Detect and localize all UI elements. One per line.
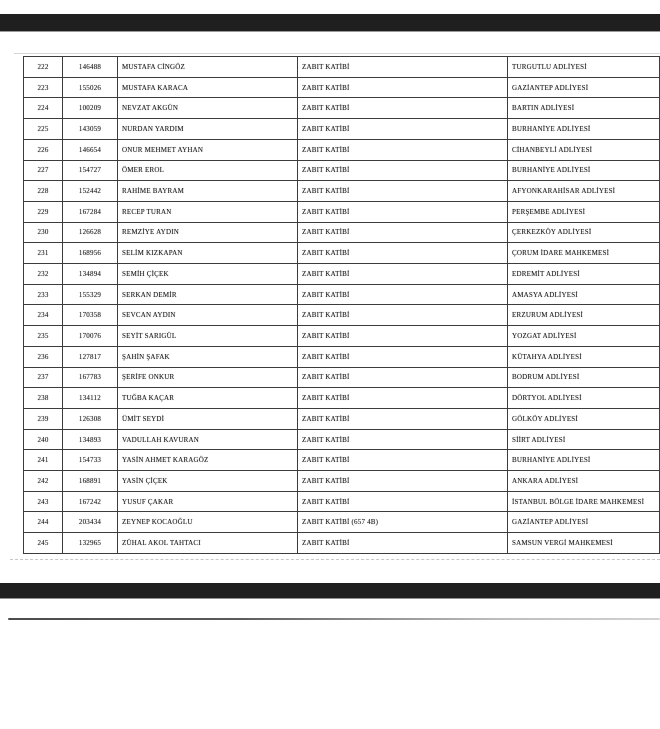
- table-row: [24, 264, 660, 285]
- title-cell: ZABIT KATİBİ: [298, 450, 508, 471]
- row-number-cell: 230: [24, 222, 63, 243]
- title-cell: ZABIT KATİBİ: [298, 429, 508, 450]
- row-number-cell: 227: [24, 160, 63, 181]
- redaction-bar-top: [0, 14, 660, 32]
- workplace-cell: PERŞEMBE ADLİYESİ: [508, 201, 660, 222]
- name-cell: ŞERİFE ONKUR: [118, 367, 298, 388]
- table-row: [24, 429, 660, 450]
- name-cell: ÖMER EROL: [118, 160, 298, 181]
- registry-number-cell: 146488: [63, 57, 118, 78]
- workplace-cell: ANKARA ADLİYESİ: [508, 471, 660, 492]
- registry-number-cell: 143059: [63, 119, 118, 140]
- redaction-bar-bottom: [0, 583, 660, 599]
- title-cell: ZABIT KATİBİ: [298, 533, 508, 554]
- title-cell: ZABIT KATİBİ: [298, 264, 508, 285]
- table-row: [24, 243, 660, 264]
- row-number-cell: 245: [24, 533, 63, 554]
- registry-number-cell: 134112: [63, 388, 118, 409]
- row-number-cell: 238: [24, 388, 63, 409]
- title-cell: ZABIT KATİBİ: [298, 222, 508, 243]
- workplace-cell: BODRUM ADLİYESİ: [508, 367, 660, 388]
- table-row: [24, 139, 660, 160]
- row-number-cell: 243: [24, 491, 63, 512]
- name-cell: NEVZAT AKGÜN: [118, 98, 298, 119]
- workplace-cell: BURHANİYE ADLİYESİ: [508, 119, 660, 140]
- registry-number-cell: 146654: [63, 139, 118, 160]
- row-number-cell: 223: [24, 77, 63, 98]
- registry-number-cell: 167783: [63, 367, 118, 388]
- title-cell: ZABIT KATİBİ: [298, 243, 508, 264]
- title-cell: ZABIT KATİBİ: [298, 201, 508, 222]
- scan-bleedthrough-line: [10, 559, 660, 560]
- name-cell: ÜMİT SEYDİ: [118, 408, 298, 429]
- workplace-cell: İSTANBUL BÖLGE İDARE MAHKEMESİ: [508, 491, 660, 512]
- personnel-list-table: [23, 56, 660, 554]
- table-row: [24, 326, 660, 347]
- workplace-cell: BURHANİYE ADLİYESİ: [508, 450, 660, 471]
- registry-number-cell: 126308: [63, 408, 118, 429]
- registry-number-cell: 167284: [63, 201, 118, 222]
- name-cell: ONUR MEHMET AYHAN: [118, 139, 298, 160]
- row-number-cell: 242: [24, 471, 63, 492]
- title-cell: ZABIT KATİBİ: [298, 139, 508, 160]
- workplace-cell: EDREMİT ADLİYESİ: [508, 264, 660, 285]
- workplace-cell: DÖRTYOL ADLİYESİ: [508, 388, 660, 409]
- title-cell: ZABIT KATİBİ: [298, 491, 508, 512]
- workplace-cell: AFYONKARAHİSAR ADLİYESİ: [508, 181, 660, 202]
- name-cell: MUSTAFA CİNGÖZ: [118, 57, 298, 78]
- table-row: [24, 408, 660, 429]
- workplace-cell: YOZGAT ADLİYESİ: [508, 326, 660, 347]
- workplace-cell: ÇERKEZKÖY ADLİYESİ: [508, 222, 660, 243]
- workplace-cell: GAZİANTEP ADLİYESİ: [508, 77, 660, 98]
- row-number-cell: 239: [24, 408, 63, 429]
- table-row: [24, 533, 660, 554]
- registry-number-cell: 100209: [63, 98, 118, 119]
- title-cell: ZABIT KATİBİ: [298, 77, 508, 98]
- title-cell: ZABIT KATİBİ: [298, 471, 508, 492]
- registry-number-cell: 168891: [63, 471, 118, 492]
- name-cell: SELİM KIZKAPAN: [118, 243, 298, 264]
- row-number-cell: 233: [24, 284, 63, 305]
- workplace-cell: KÜTAHYA ADLİYESİ: [508, 346, 660, 367]
- registry-number-cell: 170076: [63, 326, 118, 347]
- row-number-cell: 244: [24, 512, 63, 533]
- workplace-cell: GÖLKÖY ADLİYESİ: [508, 408, 660, 429]
- name-cell: RAHİME BAYRAM: [118, 181, 298, 202]
- table-row: [24, 305, 660, 326]
- table-row: [24, 491, 660, 512]
- title-cell: ZABIT KATİBİ: [298, 160, 508, 181]
- row-number-cell: 225: [24, 119, 63, 140]
- registry-number-cell: 168956: [63, 243, 118, 264]
- workplace-cell: BARTIN ADLİYESİ: [508, 98, 660, 119]
- title-cell: ZABIT KATİBİ: [298, 57, 508, 78]
- table-row: [24, 346, 660, 367]
- scan-divider-line: [8, 618, 660, 620]
- table-row: [24, 367, 660, 388]
- registry-number-cell: 154727: [63, 160, 118, 181]
- row-number-cell: 229: [24, 201, 63, 222]
- table-row: [24, 98, 660, 119]
- table-row: [24, 181, 660, 202]
- row-number-cell: 222: [24, 57, 63, 78]
- name-cell: VADULLAH KAVURAN: [118, 429, 298, 450]
- workplace-cell: SİİRT ADLİYESİ: [508, 429, 660, 450]
- title-cell: ZABIT KATİBİ: [298, 367, 508, 388]
- workplace-cell: GAZİANTEP ADLİYESİ: [508, 512, 660, 533]
- table-row: [24, 77, 660, 98]
- table-row: [24, 512, 660, 533]
- workplace-cell: TURGUTLU ADLİYESİ: [508, 57, 660, 78]
- table-row: [24, 450, 660, 471]
- row-number-cell: 234: [24, 305, 63, 326]
- table-row: [24, 471, 660, 492]
- title-cell: ZABIT KATİBİ: [298, 388, 508, 409]
- row-number-cell: 236: [24, 346, 63, 367]
- name-cell: REMZİYE AYDIN: [118, 222, 298, 243]
- table-row: [24, 57, 660, 78]
- title-cell: ZABIT KATİBİ: [298, 326, 508, 347]
- registry-number-cell: 154733: [63, 450, 118, 471]
- name-cell: SERKAN DEMİR: [118, 284, 298, 305]
- name-cell: YUSUF ÇAKAR: [118, 491, 298, 512]
- registry-number-cell: 132965: [63, 533, 118, 554]
- name-cell: TUĞBA KAÇAR: [118, 388, 298, 409]
- registry-number-cell: 170358: [63, 305, 118, 326]
- registry-number-cell: 126628: [63, 222, 118, 243]
- title-cell: ZABIT KATİBİ: [298, 346, 508, 367]
- name-cell: MUSTAFA KARACA: [118, 77, 298, 98]
- table-row: [24, 284, 660, 305]
- title-cell: ZABIT KATİBİ: [298, 305, 508, 326]
- workplace-cell: AMASYA ADLİYESİ: [508, 284, 660, 305]
- workplace-cell: CİHANBEYLİ ADLİYESİ: [508, 139, 660, 160]
- row-number-cell: 228: [24, 181, 63, 202]
- name-cell: SEVCAN AYDIN: [118, 305, 298, 326]
- registry-number-cell: 155329: [63, 284, 118, 305]
- name-cell: YASİN AHMET KARAGÖZ: [118, 450, 298, 471]
- scan-artifact-line: [14, 53, 660, 54]
- name-cell: NURDAN YARDIM: [118, 119, 298, 140]
- registry-number-cell: 167242: [63, 491, 118, 512]
- table-row: [24, 388, 660, 409]
- table-row: [24, 201, 660, 222]
- title-cell: ZABIT KATİBİ: [298, 181, 508, 202]
- registry-number-cell: 203434: [63, 512, 118, 533]
- name-cell: YASİN ÇİÇEK: [118, 471, 298, 492]
- registry-number-cell: 155026: [63, 77, 118, 98]
- row-number-cell: 224: [24, 98, 63, 119]
- table-row: [24, 119, 660, 140]
- table-row: [24, 160, 660, 181]
- row-number-cell: 241: [24, 450, 63, 471]
- table-row: [24, 222, 660, 243]
- row-number-cell: 240: [24, 429, 63, 450]
- registry-number-cell: 127817: [63, 346, 118, 367]
- row-number-cell: 237: [24, 367, 63, 388]
- row-number-cell: 232: [24, 264, 63, 285]
- title-cell: ZABIT KATİBİ: [298, 408, 508, 429]
- row-number-cell: 231: [24, 243, 63, 264]
- name-cell: ŞAHİN ŞAFAK: [118, 346, 298, 367]
- registry-number-cell: 152442: [63, 181, 118, 202]
- registry-number-cell: 134893: [63, 429, 118, 450]
- title-cell: ZABIT KATİBİ: [298, 119, 508, 140]
- name-cell: SEMİH ÇİÇEK: [118, 264, 298, 285]
- title-cell: ZABIT KATİBİ (657 4B): [298, 512, 508, 533]
- name-cell: SEYİT SARIGÜL: [118, 326, 298, 347]
- personnel-table: [23, 56, 660, 554]
- workplace-cell: BURHANİYE ADLİYESİ: [508, 160, 660, 181]
- title-cell: ZABIT KATİBİ: [298, 98, 508, 119]
- row-number-cell: 235: [24, 326, 63, 347]
- workplace-cell: ERZURUM ADLİYESİ: [508, 305, 660, 326]
- name-cell: ZÜHAL AKOL TAHTACI: [118, 533, 298, 554]
- workplace-cell: SAMSUN VERGİ MAHKEMESİ: [508, 533, 660, 554]
- workplace-cell: ÇORUM İDARE MAHKEMESİ: [508, 243, 660, 264]
- registry-number-cell: 134894: [63, 264, 118, 285]
- row-number-cell: 226: [24, 139, 63, 160]
- title-cell: ZABIT KATİBİ: [298, 284, 508, 305]
- name-cell: ZEYNEP KOCAOĞLU: [118, 512, 298, 533]
- name-cell: RECEP TURAN: [118, 201, 298, 222]
